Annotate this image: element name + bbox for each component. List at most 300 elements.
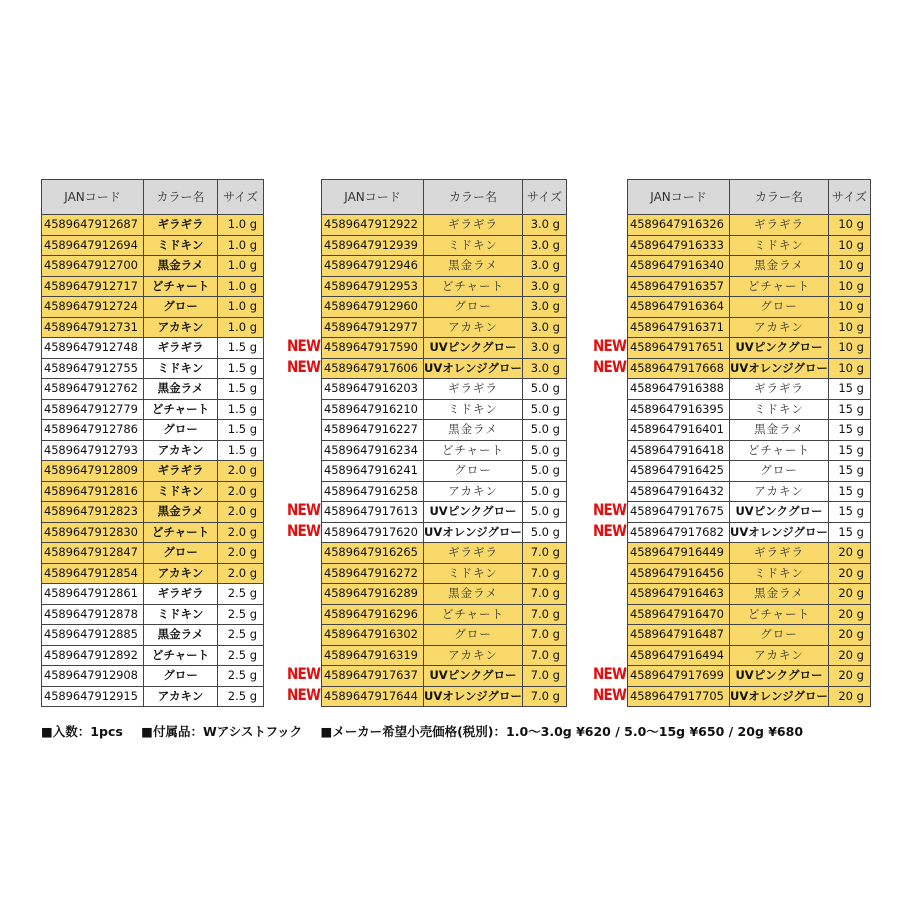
table-row	[628, 461, 871, 482]
size-cell: 5.0 g	[522, 399, 566, 420]
header-size: サイズ	[522, 180, 566, 215]
table-row	[322, 399, 567, 420]
size-cell: 20 g	[828, 604, 870, 625]
size-cell: 2.0 g	[218, 563, 264, 584]
jan-cell: 4589647912793	[42, 440, 144, 461]
color-cell: UVオレンジグロー	[424, 686, 523, 707]
table-row	[322, 461, 567, 482]
size-cell: 2.5 g	[218, 625, 264, 646]
jan-cell: 4589647912960	[322, 297, 424, 318]
table-row	[322, 276, 567, 297]
jan-cell: 4589647916296	[322, 604, 424, 625]
accessory-text: ■付属品：Wアシストフック	[141, 724, 303, 739]
jan-cell: 4589647917699	[628, 666, 730, 687]
size-cell: 1.5 g	[218, 338, 264, 359]
table-row	[42, 379, 264, 400]
jan-cell: 4589647912885	[42, 625, 144, 646]
color-cell: アカキン	[730, 645, 829, 666]
table-row	[628, 297, 871, 318]
table-row	[322, 317, 567, 338]
color-cell: グロー	[144, 666, 218, 687]
jan-cell: 4589647917590	[322, 338, 424, 359]
jan-cell: 4589647912809	[42, 461, 144, 482]
jan-cell: 4589647912687	[42, 215, 144, 236]
color-cell: アカキン	[144, 440, 218, 461]
table-row	[322, 584, 567, 605]
jan-cell: 4589647916371	[628, 317, 730, 338]
table-row	[322, 522, 567, 543]
table-row	[628, 379, 871, 400]
header-size: サイズ	[828, 180, 870, 215]
jan-cell: 4589647916326	[628, 215, 730, 236]
jan-cell: 4589647912786	[42, 420, 144, 441]
table-row	[628, 666, 871, 687]
jan-cell: 4589647916449	[628, 543, 730, 564]
size-cell: 1.0 g	[218, 235, 264, 256]
size-cell: 1.0 g	[218, 317, 264, 338]
table-row	[42, 420, 264, 441]
color-cell: ギラギラ	[424, 215, 523, 236]
table-row	[322, 543, 567, 564]
table-row	[42, 604, 264, 625]
table-row	[628, 215, 871, 236]
color-cell: UVオレンジグロー	[730, 358, 829, 379]
jan-cell: 4589647912755	[42, 358, 144, 379]
size-cell: 3.0 g	[522, 338, 566, 359]
table-row	[628, 584, 871, 605]
size-cell: 3.0 g	[522, 235, 566, 256]
size-cell: 20 g	[828, 666, 870, 687]
color-cell: ミドキン	[144, 604, 218, 625]
size-cell: 7.0 g	[522, 645, 566, 666]
table-row	[322, 215, 567, 236]
table-row	[322, 235, 567, 256]
color-cell: ミドキン	[730, 399, 829, 420]
color-cell: UVピンクグロー	[424, 502, 523, 523]
color-cell: どチャート	[730, 604, 829, 625]
size-cell: 2.0 g	[218, 481, 264, 502]
table-row	[42, 584, 264, 605]
size-cell: 1.5 g	[218, 358, 264, 379]
color-cell: どチャート	[144, 522, 218, 543]
size-cell: 2.5 g	[218, 604, 264, 625]
table-row	[42, 317, 264, 338]
table-row	[628, 563, 871, 584]
color-cell: UVピンクグロー	[730, 666, 829, 687]
table-row	[628, 604, 871, 625]
color-cell: 黒金ラメ	[144, 379, 218, 400]
jan-cell: 4589647912977	[322, 317, 424, 338]
size-cell: 20 g	[828, 686, 870, 707]
jan-cell: 4589647917668	[628, 358, 730, 379]
table-row	[628, 358, 871, 379]
color-cell: ギラギラ	[424, 379, 523, 400]
header-jan: JANコード	[322, 180, 424, 215]
color-cell: アカキン	[424, 317, 523, 338]
size-cell: 5.0 g	[522, 440, 566, 461]
size-cell: 3.0 g	[522, 317, 566, 338]
table-row	[628, 399, 871, 420]
jan-cell: 4589647912953	[322, 276, 424, 297]
table-row	[322, 645, 567, 666]
color-cell: ミドキン	[424, 399, 523, 420]
jan-cell: 4589647912823	[42, 502, 144, 523]
size-cell: 15 g	[828, 522, 870, 543]
jan-cell: 4589647916425	[628, 461, 730, 482]
jan-cell: 4589647917606	[322, 358, 424, 379]
table-row	[628, 686, 871, 707]
table-row	[42, 399, 264, 420]
size-cell: 5.0 g	[522, 502, 566, 523]
jan-cell: 4589647916487	[628, 625, 730, 646]
size-cell: 10 g	[828, 317, 870, 338]
jan-cell: 4589647916319	[322, 645, 424, 666]
color-cell: グロー	[730, 297, 829, 318]
size-cell: 15 g	[828, 399, 870, 420]
table-row	[628, 625, 871, 646]
color-cell: どチャート	[730, 276, 829, 297]
size-cell: 20 g	[828, 625, 870, 646]
color-cell: どチャート	[424, 440, 523, 461]
jan-cell: 4589647917644	[322, 686, 424, 707]
size-cell: 3.0 g	[522, 215, 566, 236]
color-cell: 黒金ラメ	[424, 584, 523, 605]
size-cell: 7.0 g	[522, 543, 566, 564]
table-row	[322, 666, 567, 687]
jan-cell: 4589647912861	[42, 584, 144, 605]
color-cell: UVピンクグロー	[424, 666, 523, 687]
table-row	[42, 645, 264, 666]
jan-cell: 4589647916470	[628, 604, 730, 625]
color-cell: 黒金ラメ	[144, 625, 218, 646]
size-cell: 20 g	[828, 543, 870, 564]
size-cell: 7.0 g	[522, 686, 566, 707]
size-cell: 1.5 g	[218, 399, 264, 420]
table-row	[628, 481, 871, 502]
color-cell: ミドキン	[424, 235, 523, 256]
color-cell: ギラギラ	[144, 338, 218, 359]
table-row	[628, 256, 871, 277]
table-row	[322, 502, 567, 523]
quantity-text: ■入数：1pcs	[41, 724, 123, 739]
color-cell: ミドキン	[144, 235, 218, 256]
jan-cell: 4589647916333	[628, 235, 730, 256]
size-cell: 2.5 g	[218, 686, 264, 707]
size-cell: 7.0 g	[522, 563, 566, 584]
jan-cell: 4589647916241	[322, 461, 424, 482]
size-cell: 5.0 g	[522, 379, 566, 400]
size-cell: 5.0 g	[522, 481, 566, 502]
jan-cell: 4589647916388	[628, 379, 730, 400]
jan-cell: 4589647916418	[628, 440, 730, 461]
color-cell: UVオレンジグロー	[730, 686, 829, 707]
new-badge: NEW	[593, 336, 627, 355]
size-cell: 1.0 g	[218, 276, 264, 297]
size-cell: 7.0 g	[522, 604, 566, 625]
header-color: カラー名	[424, 180, 523, 215]
table-row	[42, 215, 264, 236]
table-row	[628, 276, 871, 297]
color-cell: グロー	[730, 625, 829, 646]
color-cell: UVピンクグロー	[730, 338, 829, 359]
size-cell: 7.0 g	[522, 666, 566, 687]
color-cell: グロー	[144, 297, 218, 318]
jan-table-3	[627, 179, 871, 707]
size-cell: 1.5 g	[218, 420, 264, 441]
jan-cell: 4589647916494	[628, 645, 730, 666]
table-row	[42, 440, 264, 461]
color-cell: グロー	[144, 543, 218, 564]
color-cell: グロー	[730, 461, 829, 482]
color-cell: アカキン	[424, 481, 523, 502]
color-cell: アカキン	[730, 317, 829, 338]
color-cell: ミドキン	[424, 563, 523, 584]
jan-cell: 4589647916272	[322, 563, 424, 584]
table-row	[42, 276, 264, 297]
jan-cell: 4589647912922	[322, 215, 424, 236]
table-row	[322, 297, 567, 318]
table-row	[322, 686, 567, 707]
footer-specs	[41, 722, 817, 740]
jan-cell: 4589647917675	[628, 502, 730, 523]
size-cell: 5.0 g	[522, 522, 566, 543]
header-color: カラー名	[144, 180, 218, 215]
jan-cell: 4589647916289	[322, 584, 424, 605]
size-cell: 7.0 g	[522, 584, 566, 605]
jan-cell: 4589647912731	[42, 317, 144, 338]
jan-cell: 4589647916203	[322, 379, 424, 400]
size-cell: 5.0 g	[522, 420, 566, 441]
size-cell: 2.0 g	[218, 502, 264, 523]
table-row	[322, 604, 567, 625]
size-cell: 1.5 g	[218, 379, 264, 400]
color-cell: アカキン	[144, 686, 218, 707]
table-row	[628, 645, 871, 666]
jan-cell: 4589647912779	[42, 399, 144, 420]
header-jan: JANコード	[628, 180, 730, 215]
table-row	[628, 338, 871, 359]
jan-cell: 4589647912854	[42, 563, 144, 584]
jan-cell: 4589647912946	[322, 256, 424, 277]
jan-cell: 4589647916463	[628, 584, 730, 605]
color-cell: どチャート	[424, 604, 523, 625]
color-cell: どチャート	[144, 645, 218, 666]
color-cell: UVオレンジグロー	[424, 358, 523, 379]
jan-cell: 4589647916210	[322, 399, 424, 420]
color-cell: ギラギラ	[730, 543, 829, 564]
size-cell: 15 g	[828, 502, 870, 523]
table-row	[42, 563, 264, 584]
table-row	[322, 379, 567, 400]
size-cell: 2.0 g	[218, 522, 264, 543]
size-cell: 10 g	[828, 256, 870, 277]
jan-cell: 4589647917705	[628, 686, 730, 707]
color-cell: 黒金ラメ	[144, 256, 218, 277]
table-row	[322, 563, 567, 584]
size-cell: 2.0 g	[218, 461, 264, 482]
color-cell: 黒金ラメ	[730, 584, 829, 605]
size-cell: 20 g	[828, 563, 870, 584]
size-cell: 7.0 g	[522, 625, 566, 646]
color-cell: どチャート	[730, 440, 829, 461]
table-row	[322, 338, 567, 359]
color-cell: UVピンクグロー	[730, 502, 829, 523]
jan-cell: 4589647916364	[628, 297, 730, 318]
table-row	[42, 297, 264, 318]
color-cell: グロー	[424, 461, 523, 482]
size-cell: 1.0 g	[218, 215, 264, 236]
new-badge: NEW	[593, 521, 627, 540]
table-row	[42, 358, 264, 379]
jan-table-1	[41, 179, 264, 707]
table-row	[42, 625, 264, 646]
jan-cell: 4589647912892	[42, 645, 144, 666]
color-cell: アカキン	[144, 317, 218, 338]
size-cell: 10 g	[828, 235, 870, 256]
table-row	[628, 235, 871, 256]
header-size: サイズ	[218, 180, 264, 215]
table-row	[42, 461, 264, 482]
jan-cell: 4589647912816	[42, 481, 144, 502]
color-cell: どチャート	[424, 276, 523, 297]
color-cell: 黒金ラメ	[144, 502, 218, 523]
jan-cell: 4589647912878	[42, 604, 144, 625]
jan-table-2	[321, 179, 567, 707]
size-cell: 3.0 g	[522, 297, 566, 318]
size-cell: 2.5 g	[218, 666, 264, 687]
color-cell: UVオレンジグロー	[424, 522, 523, 543]
new-badge: NEW	[287, 500, 321, 519]
color-cell: グロー	[144, 420, 218, 441]
jan-cell: 4589647917682	[628, 522, 730, 543]
table-row	[628, 502, 871, 523]
color-cell: 黒金ラメ	[424, 256, 523, 277]
size-cell: 2.0 g	[218, 543, 264, 564]
jan-cell: 4589647912724	[42, 297, 144, 318]
new-badge: NEW	[287, 521, 321, 540]
size-cell: 10 g	[828, 297, 870, 318]
table-row	[42, 522, 264, 543]
color-cell: どチャート	[144, 399, 218, 420]
color-cell: 黒金ラメ	[730, 256, 829, 277]
jan-cell: 4589647917620	[322, 522, 424, 543]
color-cell: UVオレンジグロー	[730, 522, 829, 543]
size-cell: 1.5 g	[218, 440, 264, 461]
header-jan: JANコード	[42, 180, 144, 215]
size-cell: 10 g	[828, 358, 870, 379]
jan-cell: 4589647916432	[628, 481, 730, 502]
color-cell: ギラギラ	[144, 215, 218, 236]
color-cell: ミドキン	[144, 481, 218, 502]
color-cell: ギラギラ	[730, 379, 829, 400]
jan-cell: 4589647917637	[322, 666, 424, 687]
new-badge: NEW	[593, 664, 627, 683]
table-row	[322, 481, 567, 502]
table-row	[322, 358, 567, 379]
size-cell: 15 g	[828, 379, 870, 400]
jan-cell: 4589647916227	[322, 420, 424, 441]
table-row	[628, 522, 871, 543]
size-cell: 20 g	[828, 584, 870, 605]
table-row	[42, 235, 264, 256]
table-row	[628, 317, 871, 338]
color-cell: グロー	[424, 625, 523, 646]
table-row	[628, 440, 871, 461]
table-row	[42, 686, 264, 707]
jan-cell: 4589647916395	[628, 399, 730, 420]
table-row	[42, 338, 264, 359]
size-cell: 15 g	[828, 461, 870, 482]
jan-cell: 4589647912700	[42, 256, 144, 277]
size-cell: 3.0 g	[522, 358, 566, 379]
jan-cell: 4589647912908	[42, 666, 144, 687]
table-row	[42, 666, 264, 687]
color-cell: ギラギラ	[144, 584, 218, 605]
jan-cell: 4589647912939	[322, 235, 424, 256]
table-row	[322, 440, 567, 461]
new-badge: NEW	[287, 685, 321, 704]
jan-cell: 4589647917613	[322, 502, 424, 523]
size-cell: 1.0 g	[218, 297, 264, 318]
color-cell: ミドキン	[144, 358, 218, 379]
table-row	[322, 625, 567, 646]
color-cell: ミドキン	[730, 563, 829, 584]
jan-cell: 4589647912748	[42, 338, 144, 359]
jan-cell: 4589647916401	[628, 420, 730, 441]
jan-cell: 4589647916340	[628, 256, 730, 277]
new-badge: NEW	[593, 357, 627, 376]
jan-cell: 4589647912762	[42, 379, 144, 400]
jan-cell: 4589647916258	[322, 481, 424, 502]
jan-cell: 4589647912847	[42, 543, 144, 564]
jan-cell: 4589647912717	[42, 276, 144, 297]
color-cell: 黒金ラメ	[424, 420, 523, 441]
color-cell: アカキン	[144, 563, 218, 584]
header-color: カラー名	[730, 180, 829, 215]
table-row	[322, 256, 567, 277]
jan-cell: 4589647912694	[42, 235, 144, 256]
new-badge: NEW	[593, 500, 627, 519]
table-row	[628, 420, 871, 441]
table-row	[42, 256, 264, 277]
table-row	[42, 543, 264, 564]
table-row	[628, 543, 871, 564]
size-cell: 2.5 g	[218, 584, 264, 605]
color-cell: 黒金ラメ	[730, 420, 829, 441]
jan-cell: 4589647916302	[322, 625, 424, 646]
color-cell: ギラギラ	[730, 215, 829, 236]
size-cell: 15 g	[828, 481, 870, 502]
price-text: ■メーカー希望小売価格(税別)：1.0～3.0g ¥620 / 5.0～15g ¥650 / 20g ¥680	[320, 724, 804, 739]
size-cell: 15 g	[828, 420, 870, 441]
jan-cell: 4589647916265	[322, 543, 424, 564]
jan-cell: 4589647916357	[628, 276, 730, 297]
color-cell: UVピンクグロー	[424, 338, 523, 359]
jan-cell: 4589647916456	[628, 563, 730, 584]
size-cell: 3.0 g	[522, 276, 566, 297]
jan-cell: 4589647912830	[42, 522, 144, 543]
jan-cell: 4589647917651	[628, 338, 730, 359]
size-cell: 10 g	[828, 276, 870, 297]
color-cell: グロー	[424, 297, 523, 318]
new-badge: NEW	[287, 664, 321, 683]
color-cell: アカキン	[424, 645, 523, 666]
color-cell: アカキン	[730, 481, 829, 502]
jan-cell: 4589647912915	[42, 686, 144, 707]
size-cell: 2.5 g	[218, 645, 264, 666]
color-cell: どチャート	[144, 276, 218, 297]
size-cell: 15 g	[828, 440, 870, 461]
